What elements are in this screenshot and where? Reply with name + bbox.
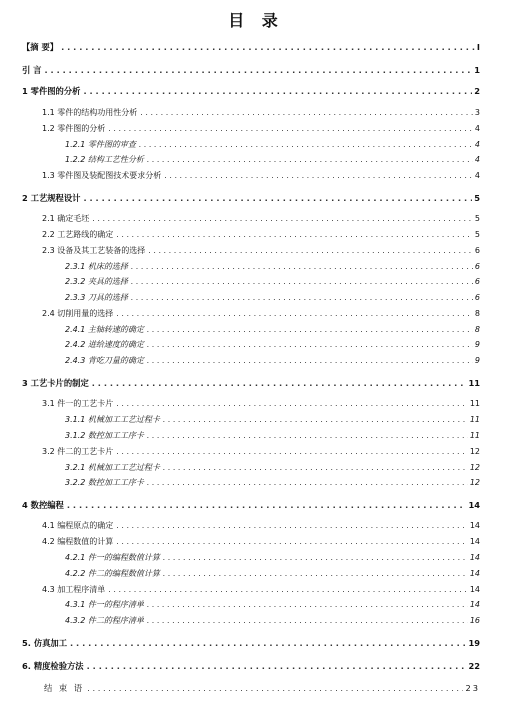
toc-entry-page: 11 <box>469 431 480 440</box>
toc-entry-page: I <box>476 42 480 52</box>
toc-entry-label: 引 言 <box>22 65 42 75</box>
toc-entry-label: 1 零件图的分析 <box>22 86 81 96</box>
toc-entry-page: 14 <box>469 537 480 546</box>
toc-leader-dots <box>148 244 473 258</box>
toc-entry[interactable] <box>42 169 480 183</box>
toc-entry[interactable] <box>42 307 480 321</box>
toc-entry-label: 2.3.3 刀具的选择 <box>65 293 128 302</box>
toc-entry-label: 3.2.1 机械加工工艺过程卡 <box>65 463 160 472</box>
toc-leader-dots <box>83 191 472 205</box>
toc-entry-label: 4.2.2 件二的编程数值计算 <box>65 569 160 578</box>
toc-entry-label: 5. 仿真加工 <box>22 638 68 648</box>
toc-entry-label: 2.4.3 背吃刀量的确定 <box>65 356 144 365</box>
toc-entry[interactable] <box>22 659 480 673</box>
toc-entry[interactable] <box>65 338 480 352</box>
toc-leader-dots <box>163 567 468 581</box>
toc-entry-page: 6 <box>474 262 480 271</box>
toc-leader-dots <box>70 636 466 650</box>
toc-leader-dots <box>147 614 468 628</box>
toc-entry-label: 2.1 确定毛坯 <box>42 214 90 223</box>
toc-leader-dots <box>92 376 467 390</box>
toc-leader-dots <box>87 659 467 673</box>
toc-entry[interactable] <box>22 63 480 77</box>
toc-entry[interactable] <box>42 397 480 411</box>
toc-entry[interactable] <box>65 291 480 305</box>
toc-entry[interactable] <box>65 429 480 443</box>
toc-entry[interactable] <box>22 376 480 390</box>
toc-entry-label: 2.4.1 主轴转速的确定 <box>65 325 144 334</box>
toc-entry-page: 4 <box>474 171 480 180</box>
toc-entry-label: 4.3 加工程序清单 <box>42 585 106 594</box>
toc-entry-page: 1 <box>474 65 480 75</box>
toc-leader-dots <box>147 354 473 368</box>
toc-leader-dots <box>116 535 468 549</box>
toc-leader-dots <box>116 228 473 242</box>
toc-entry[interactable] <box>65 153 480 167</box>
toc-entry-page: 12 <box>469 463 480 472</box>
toc-leader-dots <box>147 323 473 337</box>
toc-leader-dots <box>116 397 468 411</box>
toc-entry-page: 8 <box>474 325 480 334</box>
toc-entry-label: 3.2.2 数控加工工序卡 <box>65 478 144 487</box>
toc-entry[interactable] <box>22 191 480 205</box>
toc-entry-page: 6 <box>474 246 480 255</box>
toc-entry-label: 1.2.2 结构工艺性分析 <box>65 155 144 164</box>
toc-leader-dots <box>163 551 468 565</box>
toc-entry-label: 3.1.2 数控加工工序卡 <box>65 431 144 440</box>
toc-entry[interactable] <box>65 138 480 152</box>
toc-entry-label: 2 工艺规程设计 <box>22 193 81 203</box>
toc-entry[interactable] <box>65 551 480 565</box>
toc-entry-label: 4.3.2 件二的程序清单 <box>65 616 144 625</box>
toc-entry-page: 4 <box>474 124 480 133</box>
toc-entry-label: 3 工艺卡片的制定 <box>22 378 89 388</box>
toc-entry-page: 2 <box>474 86 480 96</box>
toc-entry-label: 4.3.1 件一的程序清单 <box>65 600 144 609</box>
toc-entry[interactable] <box>65 354 480 368</box>
toc-leader-dots <box>131 291 473 305</box>
toc-entry-label: 3.1.1 机械加工工艺过程卡 <box>65 415 160 424</box>
toc-entry-page: 11 <box>469 399 480 408</box>
toc-entry-label: 1.3 零件图及装配图技术要求分析 <box>42 171 162 180</box>
toc-entry-page: 16 <box>469 616 480 625</box>
toc-entry-label: 4.2 编程数值的计算 <box>42 537 114 546</box>
toc-entry-page: 5 <box>474 214 480 223</box>
toc-entry-label: 6. 精度检验方法 <box>22 661 84 671</box>
toc-leader-dots <box>147 598 468 612</box>
toc-entry[interactable] <box>42 519 480 533</box>
toc-entry[interactable] <box>65 614 480 628</box>
toc-entry[interactable] <box>42 244 480 258</box>
toc-leader-dots <box>108 583 468 597</box>
toc-leader-dots <box>147 338 473 352</box>
toc-entry[interactable] <box>44 681 480 695</box>
toc-entry[interactable] <box>65 461 480 475</box>
toc-leader-dots <box>83 84 472 98</box>
toc-entry-page: 8 <box>474 309 480 318</box>
toc-leader-dots <box>131 275 473 289</box>
toc-leader-dots <box>44 63 472 77</box>
toc-entry[interactable] <box>65 323 480 337</box>
toc-leader-dots <box>140 106 473 120</box>
toc-entry-label: 2.4.2 进给速度的确定 <box>65 340 144 349</box>
toc-entry-label: 4.2.1 件一的编程数值计算 <box>65 553 160 562</box>
toc-leader-dots <box>67 498 467 512</box>
toc-entry-label: 2.3.1 机床的选择 <box>65 262 128 271</box>
toc-entry-page: 5 <box>474 230 480 239</box>
toc-entry-page: 12 <box>469 478 480 487</box>
toc-entry-page: 23 <box>465 683 480 693</box>
toc-entry[interactable] <box>65 567 480 581</box>
toc-entry-label: 4 数控编程 <box>22 500 64 510</box>
toc-entry-label: 1.2 零件图的分析 <box>42 124 106 133</box>
toc-entry[interactable] <box>65 275 480 289</box>
toc-leader-dots <box>163 413 468 427</box>
toc-leader-dots <box>116 519 468 533</box>
toc-entry-page: 19 <box>468 638 480 648</box>
page-title: 目 录 <box>228 11 284 30</box>
toc-entry-page: 6 <box>474 293 480 302</box>
toc-entry-label: 1.2.1 零件图的审查 <box>65 140 136 149</box>
toc-entry[interactable] <box>22 498 480 512</box>
toc-entry-page: 4 <box>474 155 480 164</box>
toc-leader-dots <box>164 169 473 183</box>
toc-entry-page: 14 <box>469 553 480 562</box>
toc-entry-page: 14 <box>468 500 480 510</box>
toc-entry[interactable] <box>42 583 480 597</box>
toc-leader-dots <box>116 445 468 459</box>
toc-leader-dots <box>116 307 473 321</box>
toc-entry[interactable] <box>42 228 480 242</box>
toc-entry-page: 9 <box>474 340 480 349</box>
toc-entry-label: 3.2 件二的工艺卡片 <box>42 447 114 456</box>
toc-entry-page: 11 <box>469 415 480 424</box>
toc-entry-page: 3 <box>474 108 480 117</box>
toc-entry-page: 14 <box>469 569 480 578</box>
toc-entry[interactable] <box>22 40 480 54</box>
toc-entry-label: 2.3.2 夹具的选择 <box>65 277 128 286</box>
toc-entry[interactable] <box>42 106 480 120</box>
toc-leader-dots <box>92 212 473 226</box>
toc-entry-page: 5 <box>474 193 480 203</box>
toc-entry-label: 3.1 件一的工艺卡片 <box>42 399 114 408</box>
toc-entry[interactable] <box>42 122 480 136</box>
toc-leader-dots <box>147 476 468 490</box>
toc-entry-page: 12 <box>469 447 480 456</box>
toc-entry-label: 2.4 切削用量的选择 <box>42 309 114 318</box>
toc-entry[interactable] <box>65 413 480 427</box>
toc-entry[interactable] <box>42 535 480 549</box>
toc-entry-page: 6 <box>474 277 480 286</box>
toc-leader-dots <box>108 122 473 136</box>
toc-entry-label: 2.3 设备及其工艺装备的选择 <box>42 246 146 255</box>
toc-entry-page: 14 <box>469 600 480 609</box>
toc-entry[interactable] <box>65 476 480 490</box>
toc-entry-label: 【摘 要】 <box>22 42 59 52</box>
toc-leader-dots <box>147 429 468 443</box>
toc-leader-dots <box>87 681 463 695</box>
toc-entry-label: 4.1 编程原点的确定 <box>42 521 114 530</box>
toc-entry-page: 14 <box>469 585 480 594</box>
toc-entry[interactable] <box>65 598 480 612</box>
toc-entry[interactable] <box>65 260 480 274</box>
toc-entry-label: 2.2 工艺路线的确定 <box>42 230 114 239</box>
toc-entry[interactable] <box>22 84 480 98</box>
toc-leader-dots <box>61 40 475 54</box>
toc-leader-dots <box>147 153 473 167</box>
toc-entry-page: 22 <box>468 661 480 671</box>
toc-entry-page: 11 <box>468 378 480 388</box>
toc-leader-dots <box>163 461 468 475</box>
toc-entry-page: 4 <box>474 140 480 149</box>
toc-entry-page: 14 <box>469 521 480 530</box>
toc-leader-dots <box>131 260 473 274</box>
toc-entry-page: 9 <box>474 356 480 365</box>
toc-entry[interactable] <box>42 212 480 226</box>
toc-entry-label: 1.1 零件的结构功用性分析 <box>42 108 138 117</box>
toc-entry-label: 结 束 语 <box>44 683 85 693</box>
toc-entry[interactable] <box>42 445 480 459</box>
toc-leader-dots <box>139 138 473 152</box>
toc-entry[interactable] <box>22 636 480 650</box>
